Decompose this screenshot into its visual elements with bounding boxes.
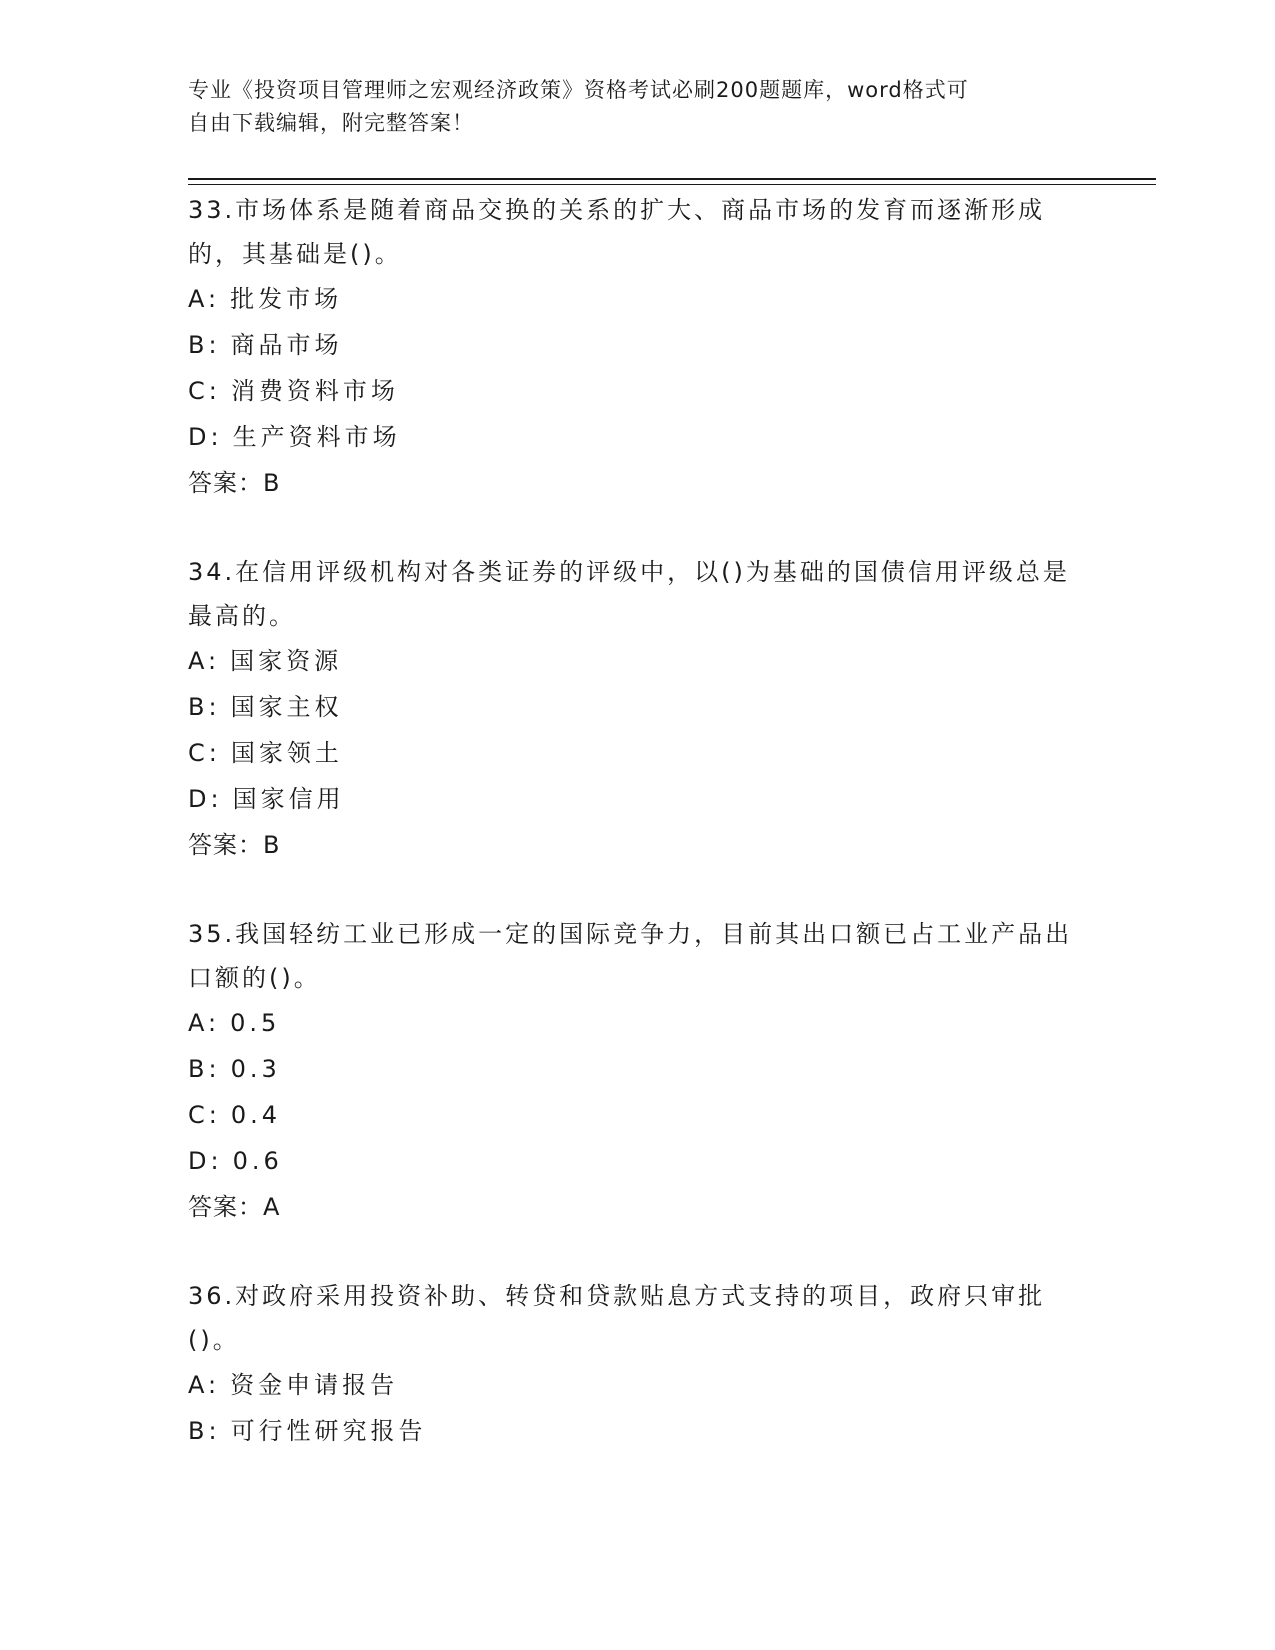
header-line-2: 自由下载编辑，附完整答案！ [188,111,474,135]
option-text: 商品市场 [230,331,343,359]
option-a: A: 0.5 [188,1009,281,1037]
header-rule-thin [188,184,1156,185]
option-b: B: 0.3 [188,1055,281,1083]
option-letter: A [188,1371,208,1399]
option-letter: B [188,1055,209,1083]
option-d: D: 0.6 [188,1147,283,1175]
option-b: B: 国家主权 [188,693,343,721]
option-c: C: 0.4 [188,1101,282,1129]
option-b: B: 可行性研究报告 [188,1417,427,1445]
question-list [188,188,1088,1498]
option-a: A: 资金申请报告 [188,1371,399,1399]
option-c: C: 国家领土 [188,739,343,767]
question-stem: 33.市场体系是随着商品交换的关系的扩大、商品市场的发育而逐渐形成的，其基础是()。 [188,196,1046,268]
option-text: 消费资料市场 [230,377,399,405]
option-d: D: 国家信用 [188,785,345,813]
option-text: 国家主权 [230,693,343,721]
option-letter: A [188,285,208,313]
question-34 [188,550,1088,868]
option-text: 0.6 [232,1147,283,1175]
option-d: D: 生产资料市场 [188,423,401,451]
question-36 [188,1274,1088,1454]
option-c: C: 消费资料市场 [188,377,399,405]
question-stem: 35.我国轻纺工业已形成一定的国际竞争力，目前其出口额已占工业产品出口额的()。 [188,920,1073,992]
option-letter: D [188,1147,211,1175]
option-letter: A [188,1009,208,1037]
option-letter: D [188,423,211,451]
option-letter: B [188,693,209,721]
option-letter: C [188,377,209,405]
answer-line: 答案：B [188,831,281,859]
option-text: 资金申请报告 [230,1371,399,1399]
option-letter: D [188,785,211,813]
option-letter: A [188,647,208,675]
question-33 [188,188,1088,506]
option-text: 0.3 [230,1055,281,1083]
option-a: A: 批发市场 [188,285,343,313]
answer-line: 答案：A [188,1193,281,1221]
answer-line: 答案：B [188,469,281,497]
option-text: 可行性研究报告 [230,1417,427,1445]
option-text: 0.4 [230,1101,282,1129]
question-stem: 36.对政府采用投资补助、转贷和贷款贴息方式支持的项目，政府只审批()。 [188,1282,1046,1354]
option-b: B: 商品市场 [188,331,343,359]
option-a: A: 国家资源 [188,647,343,675]
document-header [188,74,1068,140]
question-stem: 34.在信用评级机构对各类证券的评级中，以()为基础的国债信用评级总是最高的。 [188,558,1070,630]
option-letter: B [188,331,209,359]
option-letter: B [188,1417,209,1445]
header-rule-thick [188,178,1156,180]
option-text: 国家领土 [230,739,343,767]
question-35 [188,912,1088,1230]
header-line-1: 专业《投资项目管理师之宏观经济政策》资格考试必刷200题题库，word格式可 [188,78,969,102]
option-text: 国家信用 [232,785,345,813]
option-letter: C [188,1101,209,1129]
option-letter: C [188,739,209,767]
option-text: 生产资料市场 [232,423,401,451]
option-text: 国家资源 [230,647,343,675]
option-text: 0.5 [230,1009,281,1037]
option-text: 批发市场 [230,285,343,313]
